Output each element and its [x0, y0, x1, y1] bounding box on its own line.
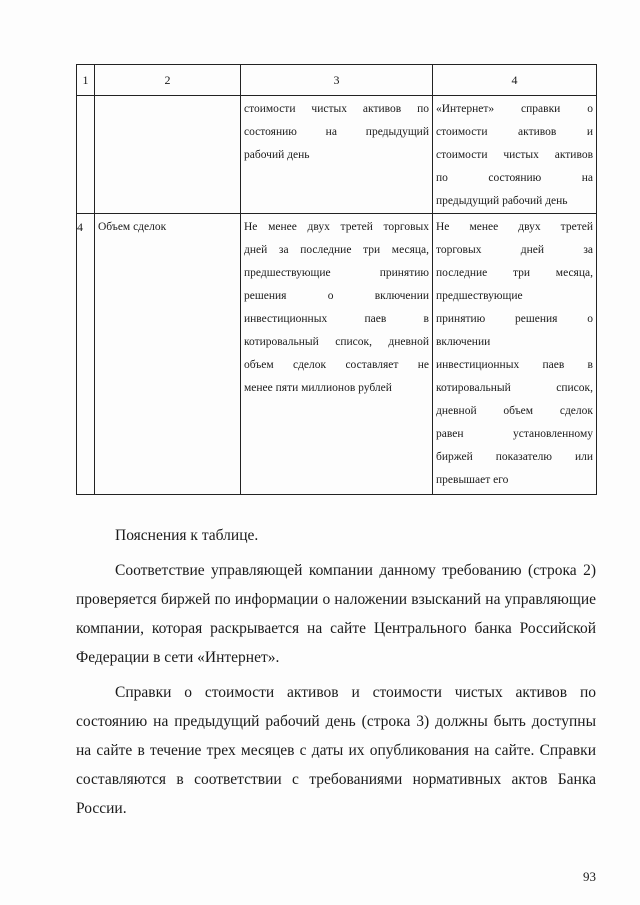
- row-number-cell: 4: [77, 214, 95, 495]
- requirement-cell: [241, 214, 433, 495]
- cell-text-line: дневной объем сделок: [436, 405, 593, 417]
- cell-text-line: «Интернет» справки о: [436, 103, 593, 115]
- cell-text-line: Не менее двух третей торговых: [244, 221, 429, 233]
- cell-text-line: превышает его: [436, 474, 509, 486]
- row-number-cell: [77, 96, 95, 214]
- table-header-row: [77, 65, 597, 96]
- notes-paragraph: Справки о стоимости активов и стоимости чистых активов по состоянию на предыдущий рабочий день (строка 3) должны быть доступны на сайте в течение трех месяцев с даты их опубликования на сайте. Справки составляются в соответствии с требованиями нормативных актов Банка России.: [76, 684, 596, 817]
- cell-text-line: предшествующие принятию: [244, 267, 429, 279]
- header-cell-1: 1: [77, 65, 95, 96]
- cell-text-line: объем сделок составляет не: [244, 359, 429, 371]
- table-notes: [76, 521, 596, 823]
- source-cell: [433, 96, 597, 214]
- header-cell-2: 2: [95, 65, 241, 96]
- notes-paragraph: Соответствие управляющей компании данному требованию (строка 2) проверяется биржей по информации о наложении взысканий на управляющие компании, которая раскрывается на сайте Центрального банка Российской Федерации в сети «Интернет».: [76, 562, 596, 666]
- cell-text-line: предшествующие: [436, 290, 523, 302]
- cell-text-line: котировальный список, дневной: [244, 336, 429, 348]
- source-cell: [433, 214, 597, 495]
- cell-text-line: торговых дней за: [436, 244, 593, 256]
- table-row: [77, 214, 597, 495]
- cell-text-line: дней за последние три месяца,: [244, 244, 429, 256]
- cell-text-line: принятию решения о: [436, 313, 593, 325]
- cell-text-line: по состоянию на: [436, 172, 593, 184]
- cell-text-line: состоянию на предыдущий: [244, 126, 429, 138]
- page-number: 93: [583, 869, 596, 884]
- table-row: [77, 96, 597, 214]
- header-cell-4: 4: [433, 65, 597, 96]
- cell-text-line: стоимости чистых активов: [436, 149, 593, 161]
- notes-caption: Пояснения к таблице.: [115, 527, 259, 544]
- cell-text-line: котировальный список,: [436, 382, 593, 394]
- cell-text-line: стоимости активов и: [436, 126, 593, 138]
- header-cell-3: 3: [241, 65, 433, 96]
- indicator-name-cell: [95, 96, 241, 214]
- cell-text-line: инвестиционных паев в: [244, 313, 429, 325]
- cell-text-line: последние три месяца,: [436, 267, 593, 279]
- cell-text-line: Не менее двух третей: [436, 221, 593, 233]
- requirements-table: [76, 64, 597, 495]
- cell-text-line: решения о включении: [244, 290, 429, 302]
- cell-text-line: инвестиционных паев в: [436, 359, 593, 371]
- cell-text-line: рабочий день: [244, 149, 310, 161]
- cell-text-line: включении: [436, 336, 491, 348]
- indicator-name-cell: Объем сделок: [95, 214, 241, 495]
- cell-text-line: предыдущий рабочий день: [436, 195, 568, 207]
- cell-text-line: менее пяти миллионов рублей: [244, 382, 392, 394]
- cell-text-line: равен установленному: [436, 428, 593, 440]
- requirement-cell: [241, 96, 433, 214]
- cell-text-line: биржей показателю или: [436, 451, 593, 463]
- cell-text-line: стоимости чистых активов по: [244, 103, 429, 115]
